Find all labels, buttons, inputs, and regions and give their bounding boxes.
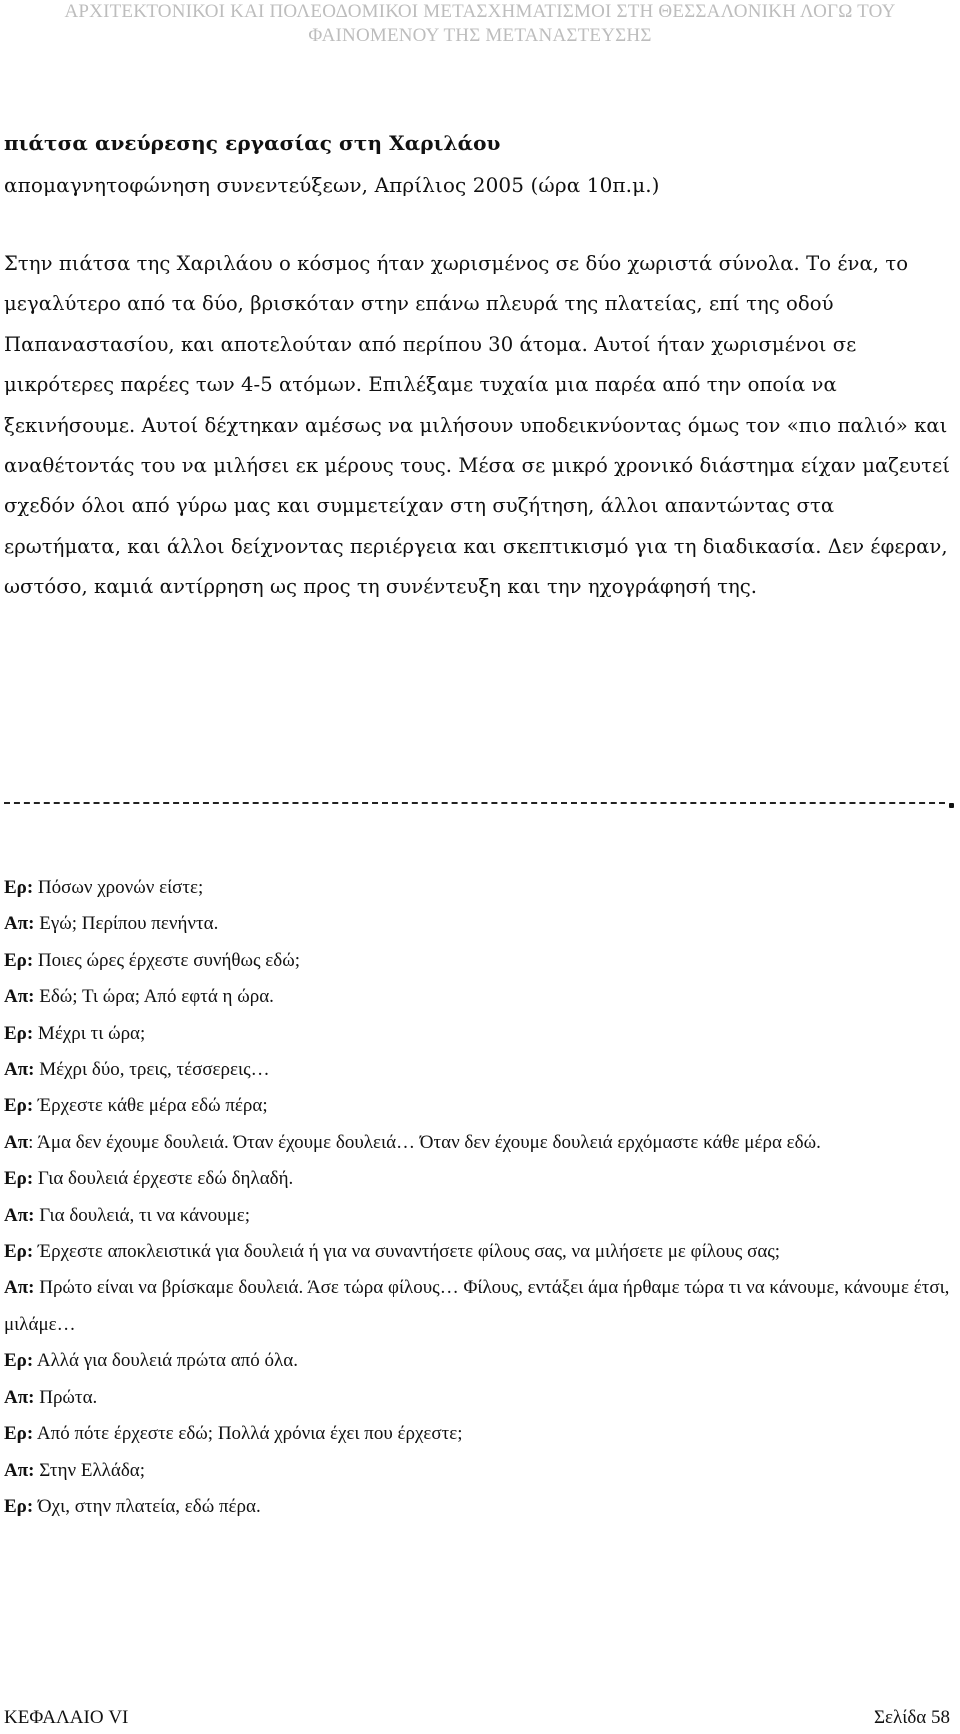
dialogue-text: Πόσων χρονών είστε; xyxy=(33,877,204,898)
dialogue-line xyxy=(4,1161,956,1197)
speaker-label: Απ: xyxy=(4,986,35,1008)
speaker-label: Ερ: xyxy=(4,1423,34,1445)
running-header xyxy=(0,0,960,48)
dialogue-line xyxy=(4,906,956,942)
dialogue-text: Για δουλειά, τι να κάνουμε; xyxy=(34,1204,251,1226)
page-footer xyxy=(4,1706,950,1730)
dialogue-line xyxy=(4,1416,956,1452)
speaker-label: Ερ: xyxy=(4,1022,34,1044)
speaker-label: Ερ: xyxy=(4,1168,34,1190)
dialogue-text: : Άμα δεν έχουμε δουλειά. Όταν έχουμε δουλειά… Όταν δεν έχουμε δουλειά ερχόμαστε κάθε μέρα εδώ. xyxy=(28,1131,821,1153)
speaker-label: Ερ: xyxy=(4,949,34,971)
dialogue-text: Μέχρι τι ώρα; xyxy=(33,1022,146,1044)
dialogue-text: Στην Ελλάδα; xyxy=(34,1459,146,1481)
header-line-1: ΑΡΧΙΤΕΚΤΟΝΙΚΟΙ ΚΑΙ ΠΟΛΕΟΔΟΜΙΚΟΙ ΜΕΤΑΣΧΗΜΑΤΙΣΜΟΙ ΣΤΗ ΘΕΣΣΑΛΟΝΙΚΗ ΛΟΓΩ ΤΟΥ xyxy=(64,1,896,22)
header-line-2: ΦΑΙΝΟΜΕΝΟΥ ΤΗΣ ΜΕΤΑΝΑΣΤΕΥΣΗΣ xyxy=(308,25,652,46)
dialogue-line xyxy=(4,943,956,979)
dialogue-text: Πρώτο είναι να βρίσκαμε δουλειά. Άσε τώρα φίλους… Φίλους, εντάξει άμα ήρθαμε τώρα τι να κάνουμε, κάνουμε έτσι, μιλάμε… xyxy=(4,1277,950,1335)
dialogue-text: Μέχρι δύο, τρεις, τέσσερεις… xyxy=(34,1059,270,1081)
divider-dot xyxy=(949,803,954,808)
dialogue-line xyxy=(4,1489,956,1525)
dialogue-text: Έρχεστε κάθε μέρα εδώ πέρα; xyxy=(33,1095,268,1117)
dialogue-text: Έρχεστε αποκλειστικά για δουλειά ή για να συναντήσετε φίλους σας, να μιλήσετε με φίλους σας; xyxy=(33,1241,781,1263)
speaker-label: Ερ: xyxy=(4,1241,34,1263)
dialogue-text: Εγώ; Περίπου πενήντα. xyxy=(34,913,219,935)
dialogue-line xyxy=(4,1198,956,1234)
section-heading xyxy=(4,122,956,206)
speaker-label: Απ: xyxy=(4,1059,35,1081)
speaker-label: Απ: xyxy=(4,1277,35,1299)
speaker-label: Απ: xyxy=(4,1204,35,1226)
interview-transcript xyxy=(4,870,956,1525)
dialogue-line xyxy=(4,1088,956,1124)
speaker-label: Ερ: xyxy=(4,1495,34,1517)
dialogue-line xyxy=(4,1125,956,1161)
speaker-label: Απ: xyxy=(4,1386,35,1408)
dialogue-text: Για δουλειά έρχεστε εδώ δηλαδή. xyxy=(33,1168,294,1190)
section-subtitle: απομαγνητοφώνηση συνεντεύξεων, Απρίλιος 2005 (ώρα 10π.μ.) xyxy=(4,173,660,197)
dialogue-text: Όχι, στην πλατεία, εδώ πέρα. xyxy=(33,1495,261,1517)
dashed-divider xyxy=(4,796,954,810)
speaker-label: Ερ: xyxy=(4,1095,34,1117)
section-title: πιάτσα ανεύρεσης εργασίας στη Χαριλάου xyxy=(4,131,501,155)
speaker-label: Ερ: xyxy=(4,1350,34,1372)
section-content xyxy=(4,122,956,608)
divider-dashes xyxy=(4,802,945,804)
dialogue-line xyxy=(4,1052,956,1088)
dialogue-line xyxy=(4,1453,956,1489)
dialogue-text: Πρώτα. xyxy=(34,1386,98,1408)
dialogue-line xyxy=(4,1234,956,1270)
speaker-label: Απ: xyxy=(4,1459,35,1481)
dialogue-line xyxy=(4,870,956,906)
dialogue-text: Εδώ; Τι ώρα; Από εφτά η ώρα. xyxy=(34,986,274,1008)
dialogue-line xyxy=(4,1016,956,1052)
dialogue-line xyxy=(4,979,956,1015)
dialogue-text: Από πότε έρχεστε εδώ; Πολλά χρόνια έχει που έρχεστε; xyxy=(33,1423,463,1445)
dialogue-line xyxy=(4,1343,956,1379)
dialogue-line xyxy=(4,1380,956,1416)
speaker-label: Απ xyxy=(4,1131,29,1153)
speaker-label: Ερ: xyxy=(4,877,34,898)
dialogue-text: Ποιες ώρες έρχεστε συνήθως εδώ; xyxy=(33,949,300,971)
dialogue-text: Αλλά για δουλειά πρώτα από όλα. xyxy=(33,1350,298,1372)
intro-paragraph: Στην πιάτσα της Χαριλάου ο κόσμος ήταν χωρισμένος σε δύο χωριστά σύνολα. Το ένα, το μεγαλύτερο από τα δύο, βρισκόταν στην επάνω πλευρά της πλατείας, επί της οδού Παπαναστασίου, και αποτελούταν από περίπου 30 άτομα. Αυτοί ήταν χωρισμένοι σε μικρότερες παρέες των 4-5 ατόμων. Επιλέξαμε τυχαία μια παρέα από την οποία να ξεκινήσουμε. Αυτοί δέχτηκαν αμέσως να μιλήσουν υποδεικνύοντας όμως τον «πιο παλιό» και αναθέτοντάς του να μιλήσει εκ μέρους τους. Μέσα σε μικρό χρονικό διάστημα είχαν μαζευτεί σχεδόν όλοι από γύρω μας και συμμετείχαν στη συζήτηση, άλλοι απαντώντας στα ερωτήματα, και άλλοι δείχνοντας περιέργεια και σκεπτικισμό για τη διαδικασία. Δεν έφεραν, ωστόσο, καμιά αντίρρηση ως προς τη συνέντευξη και την ηχογράφησή της. xyxy=(4,252,950,599)
chapter-label: ΚΕΦΑΛΑΙΟ VI xyxy=(4,1707,129,1728)
dialogue-line xyxy=(4,1270,956,1343)
page-number: Σελίδα 58 xyxy=(873,1707,950,1728)
speaker-label: Απ: xyxy=(4,913,35,935)
